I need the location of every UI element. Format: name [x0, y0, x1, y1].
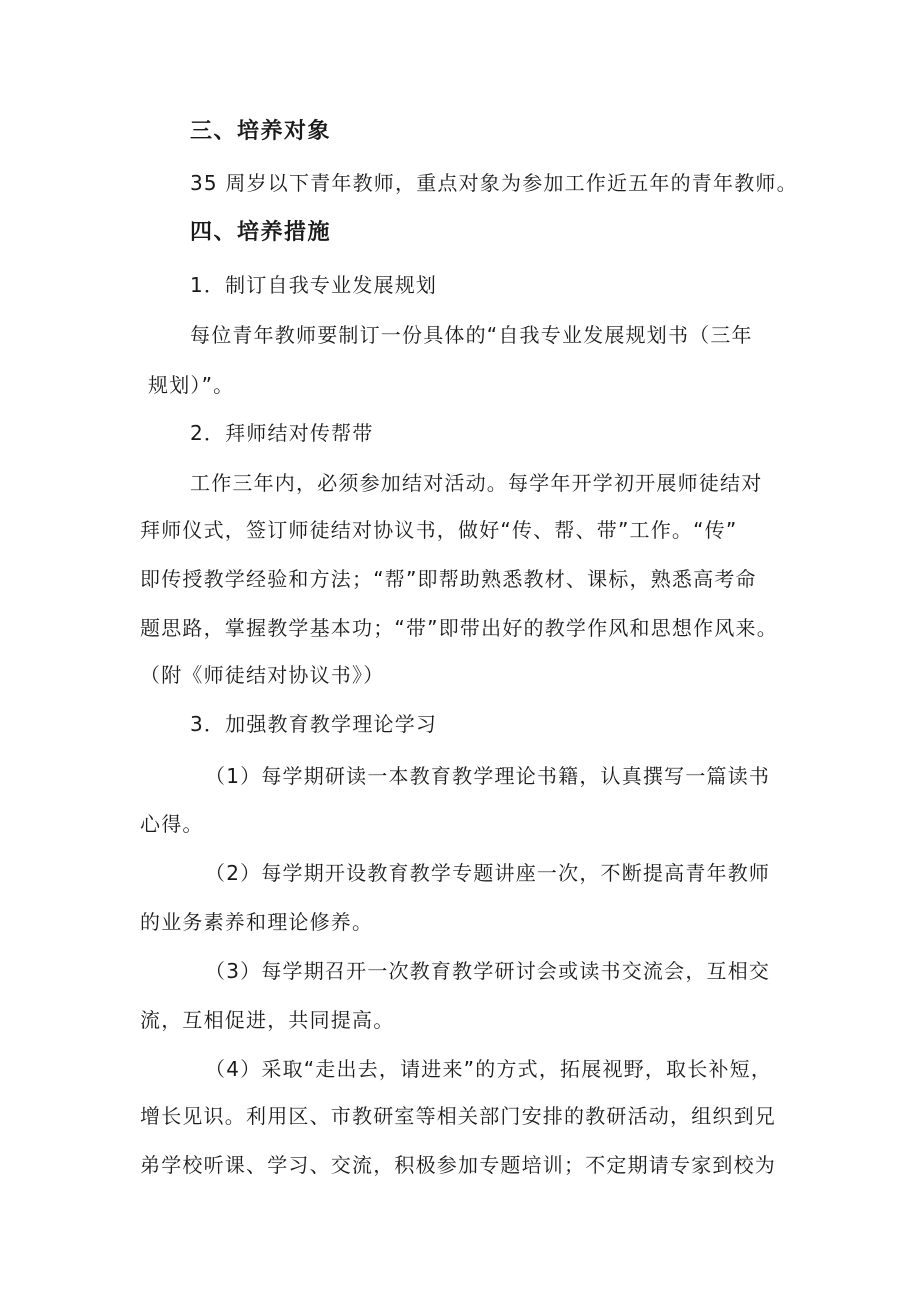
paragraph-line: （附《师徒结对协议书》） — [140, 663, 385, 687]
paragraph-line: 增长见识。利用区、市教研室等相关部门安排的教研活动，组织到兄 — [140, 1104, 776, 1128]
paragraph-line: （1）每学期研读一本教育教学理论书籍，认真撰写一篇读书 — [205, 764, 771, 788]
paragraph-line: 的业务素养和理论修养。 — [140, 910, 374, 934]
paragraph-line: 题思路，掌握教学基本功；“带”即带出好的教学作风和思想作风来。 — [140, 616, 778, 640]
section-heading-4: 四、培养措施 — [190, 220, 332, 245]
paragraph-line: 流，互相促进，共同提高。 — [140, 1008, 395, 1032]
paragraph-line: 即传授教学经验和方法；“帮”即帮助熟悉教材、课标，熟悉高考命 — [140, 567, 757, 591]
paragraph-line: 工作三年内，必须参加结对活动。每学年开学初开展师徒结对 — [190, 471, 763, 495]
item-title-1: 1．制订自我专业发展规划 — [190, 273, 438, 297]
paragraph-line: （3）每学期召开一次教育教学研讨会或读书交流会，互相交 — [205, 959, 771, 983]
paragraph-line: 规划）”。 — [148, 373, 235, 397]
paragraph-line: （4）采取“走出去，请进来”的方式，拓展视野，取长补短， — [205, 1057, 773, 1081]
paragraph-line: 弟学校听课、学习、交流，积极参加专题培训；不定期请专家到校为 — [140, 1153, 776, 1177]
paragraph-line: 拜师仪式，签订师徒结对协议书，做好“传、帮、带”工作。“传” — [140, 518, 738, 542]
item-title-3: 3．加强教育教学理论学习 — [190, 712, 438, 736]
paragraph-line: 35 周岁以下青年教师，重点对象为参加工作近五年的青年教师。 — [190, 171, 798, 195]
item-title-2: 2．拜师结对传帮带 — [190, 421, 374, 445]
paragraph-line: 每位青年教师要制订一份具体的“自我专业发展规划书（三年 — [190, 323, 753, 347]
paragraph-line: （2）每学期开设教育教学专题讲座一次，不断提高青年教师 — [205, 861, 771, 885]
section-heading-3: 三、培养对象 — [190, 119, 332, 144]
paragraph-line: 心得。 — [140, 812, 204, 836]
